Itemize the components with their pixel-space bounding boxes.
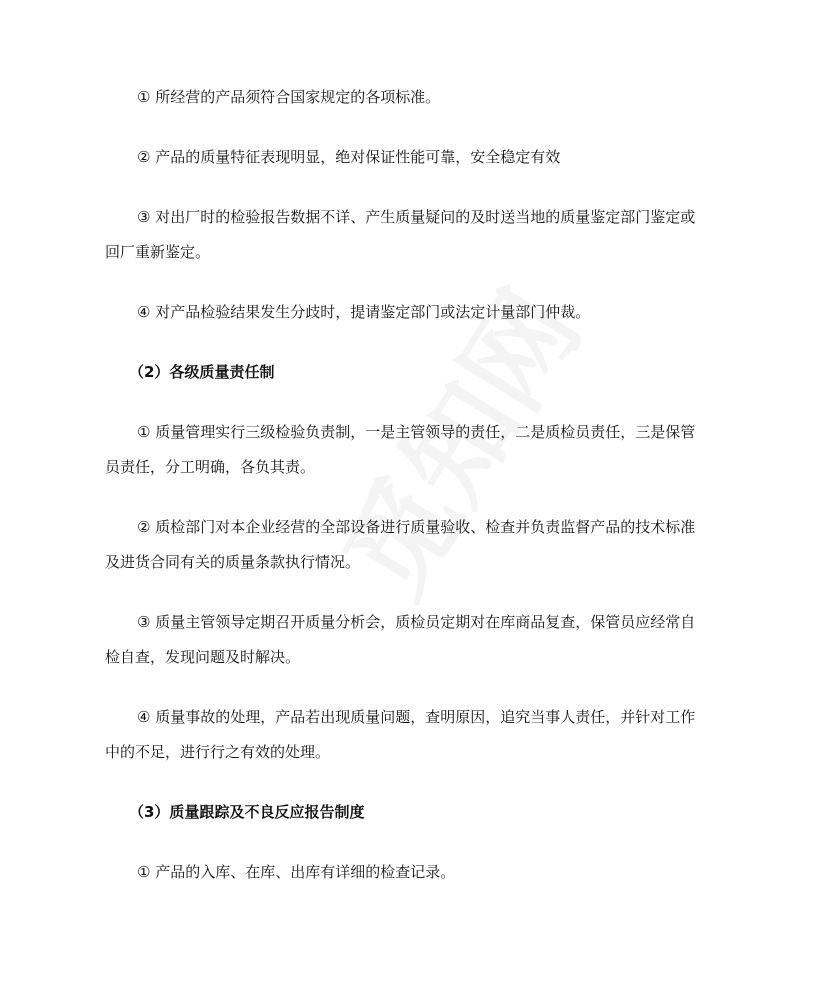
list-item: [105, 855, 730, 890]
list-item: [105, 605, 730, 675]
text-line: ③ 质量主管领导定期召开质量分析会，质检员定期对在库商品复查，保管员应经常自: [137, 613, 696, 631]
text-line: ③ 对出厂时的检验报告数据不详、产生质量疑问的及时送当地的质量鉴定部门鉴定或: [137, 208, 696, 226]
text-line: ② 质检部门对本企业经营的全部设备进行质量验收、检查并负责监督产品的技术标准: [137, 518, 696, 536]
section-heading: （2）各级质量责任制: [129, 363, 275, 381]
text-line: ④ 对产品检验结果发生分歧时，提请鉴定部门或法定计量部门仲裁。: [137, 303, 591, 321]
text-line: 员责任，分工明确，各负其责。: [105, 458, 316, 476]
list-item: [105, 415, 730, 485]
text-line: ① 所经营的产品须符合国家规定的各项标准。: [137, 88, 441, 106]
text-line: 回厂重新鉴定。: [105, 243, 211, 261]
section-heading: （3）质量跟踪及不良反应报告制度: [129, 803, 365, 821]
list-item: [105, 200, 730, 270]
text-line: ① 产品的入库、在库、出库有详细的检查记录。: [137, 863, 456, 881]
text-line: 检自查，发现问题及时解决。: [105, 648, 301, 666]
text-line: ② 产品的质量特征表现明显，绝对保证性能可靠，安全稳定有效: [137, 148, 561, 166]
text-line: ① 质量管理实行三级检验负责制，一是主管领导的责任，二是质检员责任，三是保管: [137, 423, 696, 441]
document-page: [105, 80, 730, 915]
text-line: 及进货合同有关的质量条款执行情况。: [105, 553, 361, 571]
list-item: [105, 295, 730, 330]
text-line: ④ 质量事故的处理，产品若出现质量问题，查明原因，追究当事人责任，并针对工作: [137, 708, 696, 726]
list-item: [105, 140, 730, 175]
text-line: 中的不足，进行行之有效的处理。: [105, 743, 331, 761]
list-item: [105, 80, 730, 115]
list-item: [105, 700, 730, 770]
list-item: [105, 510, 730, 580]
